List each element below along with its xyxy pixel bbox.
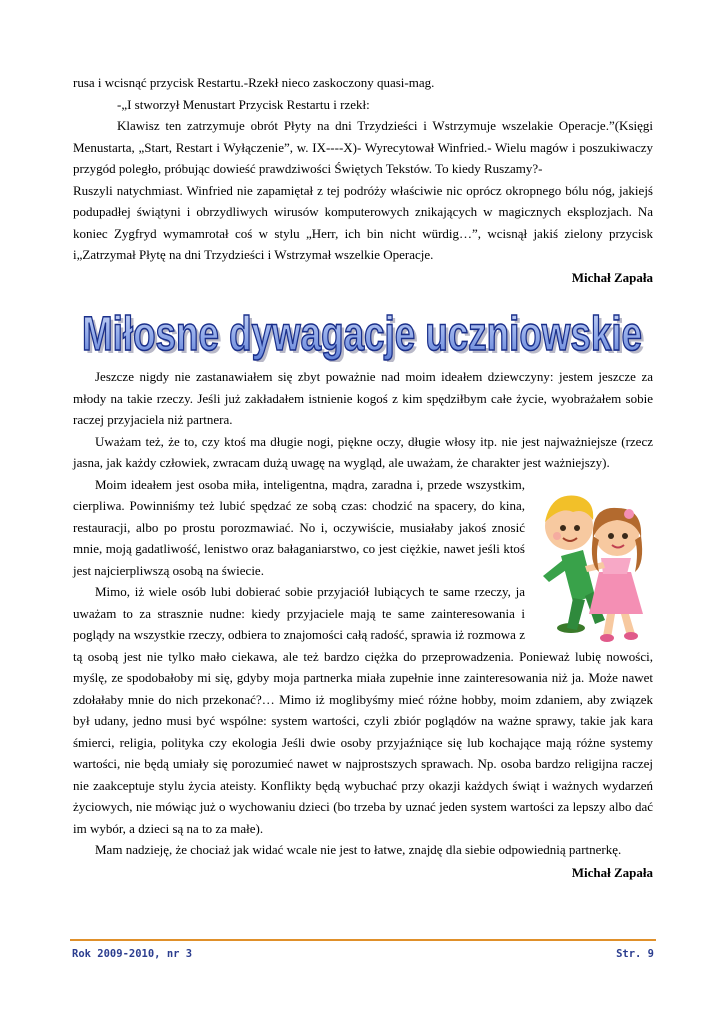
paragraph: Mam nadzieję, że chociaż jak widać wcale nie jest to łatwe, znajdę dla siebie odpowiednią partnerkę. — [95, 842, 622, 857]
paragraph: -„I stworzył Menustart Przycisk Restartu i rzekł: — [117, 96, 370, 112]
paragraph: Mimo, iż wiele osób lubi dobierać sobie przyjaciół lubiących te same rzeczy, ja uważam to za strasznie nudne: kiedy przyjaciele mają te same zainteresowania i poglądy na wszystkie rzeczy, odbiera to znajomości całą radość, sprawia iż rozmowa z tą osobą jest nie tylko mało ciekawa, ale też bardzo ciężka do przeprowadzenia. Ponieważ lubię nowości, myślę, ze spodobałoby mi się, gdyby moja partnerka miała zupełnie inne zainteresowania niż ja. Może nawet zdołałaby mnie do nich przekonać?… Mimo iż moglibyśmy mieć różne hobby, moim zdaniem, aby związek był udany, jedno musi być wspólne: system wartości, czyli zbiór poglądów na ważne sprawy, takie jak kara śmierci, religia, polityka czy ekologia Jeśli dwie osoby przyjaźniące się lub kochające mają różne systemy wartości, nie będą umiały się porozumieć nawet w najprostszych sprawach. Np. osoba bardzo religijna raczej nie zaakceptuje stylu życia ateisty. Konflikty będą wybuchać przy okazji każdych świąt i ważnych wydarzeń życiowych, nie mówiąc już o wychowaniu dzieci (bo trzeba by uznać jeden system wartości za lepszy albo dać im wybór, a dzieci są na to za małe). — [73, 584, 653, 836]
article-body — [73, 366, 653, 883]
paragraph: Ruszyli natychmiast. Winfried nie zapamiętał z tej podróży właściwie nic oprócz okropnego bólu nóg, jakiejś podupadłej świątyni i obrzydliwych wirusów komputerowych znikających w magicznych eksplozjach. Na koniec Zygfryd wymamrotał coś w stylu „Herr, ich bin nicht würdig…”, wcisnął jakiś zielony przycisk i„Zatrzymał Płytę na dni Trzydzieści i Wstrzymał wszelkie Operacje. — [73, 182, 653, 262]
paragraph: Jeszcze nigdy nie zastanawiałem się zbyt poważnie nad moim ideałem dziewczyny: jestem jeszcze za młody na takie rzeczy. Jeśli już zakładałem istnienie kogoś z kim spędziłbym całe życie, wyobrażałem sobie raczej przyjaciela niż partnera. — [73, 369, 653, 427]
author-signature: Michał Zapała — [571, 269, 653, 285]
issue-info: Rok 2009-2010, nr 3 — [72, 948, 193, 960]
page-footer — [72, 948, 654, 966]
article-title-wordart — [60, 302, 664, 362]
title-shadow: Miłosne dywagacje uczniowskie — [85, 311, 645, 362]
article-continuation — [73, 72, 653, 288]
page-number: Str. 9 — [616, 948, 654, 960]
paragraph: rusa i wcisnąć przycisk Restartu.-Rzekł nieco zaskoczony quasi-mag. — [73, 75, 435, 90]
paragraph: Klawisz ten zatrzymuje obrót Płyty na dni Trzydzieści i Wstrzymuje wszelakie Operacje.”(Księgi Menustarta, „Start, Restart i Wyłączenie”, w. IX----X)- Wyrecytował Winfried.- Wielu magów i poszukiwaczy przygód poległo, próbując dowieść prawdziwości Świętych Tekstów. To kiedy Ruszamy?- — [73, 118, 653, 176]
footer-divider — [70, 939, 656, 941]
article-title — [60, 302, 664, 362]
title-text: Miłosne dywagacje uczniowskie — [82, 308, 642, 361]
author-signature: Michał Zapała — [571, 864, 653, 880]
dancing-couple-icon — [533, 478, 653, 646]
paragraph: Uważam też, że to, czy ktoś ma długie nogi, piękne oczy, długie włosy itp. nie jest najważniejsze (rzecz jasna, jak każdy człowiek, zwracam dużą uwagę na wygląd, ale uważam, że charakter jest ważniejszy). — [73, 433, 653, 470]
paragraph: Moim ideałem jest osoba miła, inteligentna, mądra, zaradna i, przede wszystkim, cierpliwa. Powinniśmy też lubić spędzać ze sobą czas: chodzić na spacery, do kina, restauracji, albo po prostu porozmawiać. No i, oczywiście, musiałaby jakoś znosić mnie, moją gadatliwość, lenistwo oraz bałaganiarstwo, co jest ciężkie, nawet jeśli ktoś jest najcierpliwszą osobą na świecie. — [73, 476, 525, 578]
